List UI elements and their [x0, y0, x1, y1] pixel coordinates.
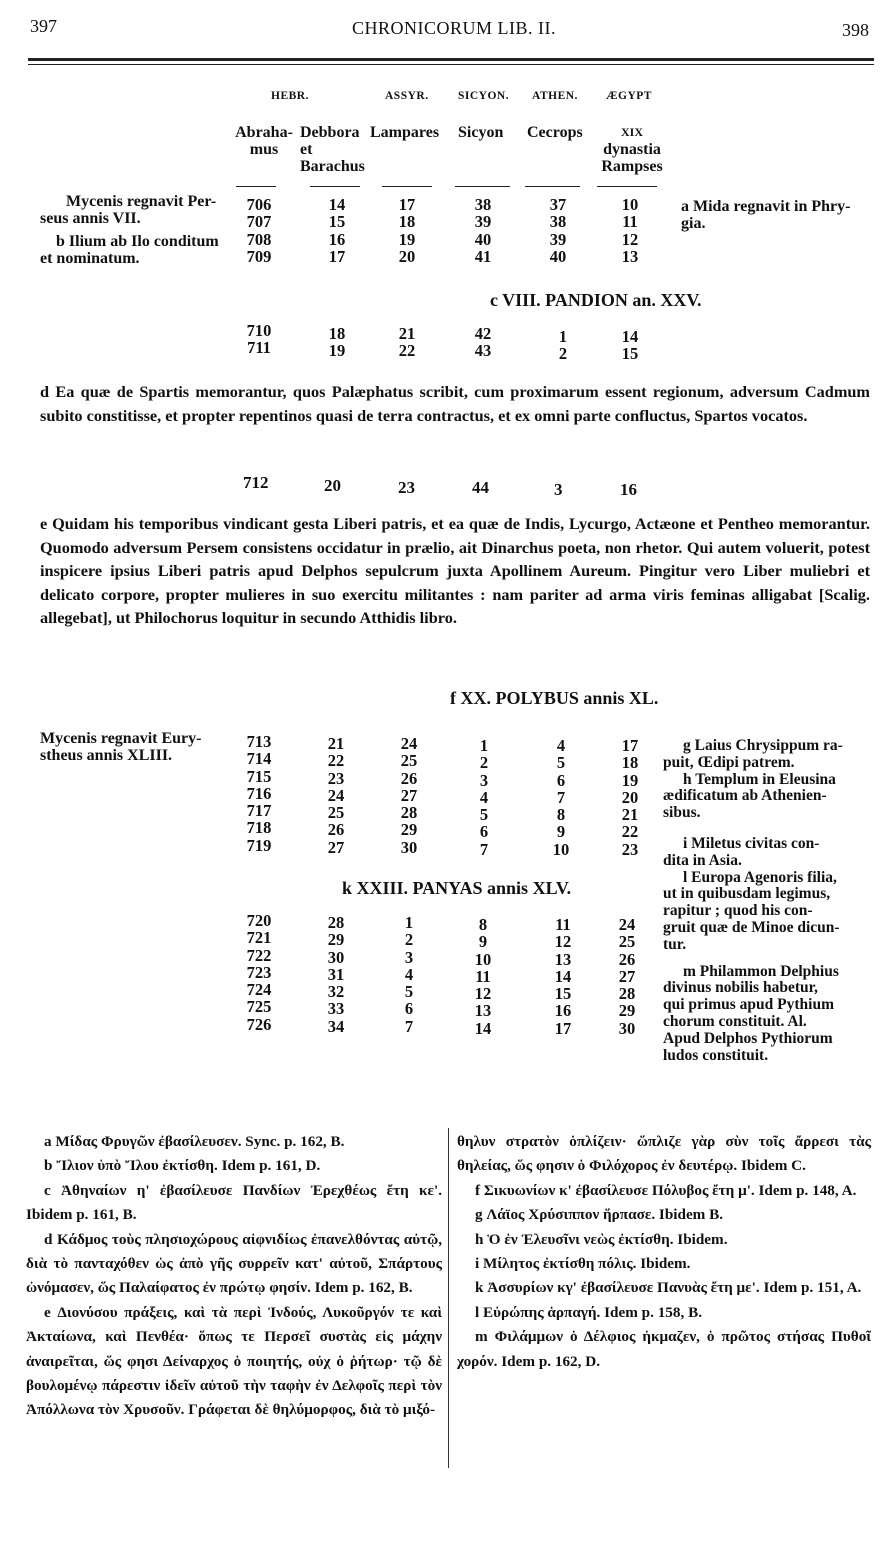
paragraph-e: e Quidam his temporibus vindicant gesta Liberi patris, et ea quæ de Indis, Lycurgo, Actæone et Pentheo memorantur. Quomodo adversum Persem consistens occidatur in prælio, ait Dinarchus poeta, non rhetor. Qui autem voluerit, potest inspicere ipsius Liberi patris apud Delphos sepulcrum juxta Apollinem Aureum. Pingitur vero Liber muliebri et delicato corpore, propter mulieres in suo exercitu militantes : nam pariter ad arma viris feminas alligabat [Scalig. allegebat], ut Philochorus loquitur in secundo Atthidis libro.: [40, 514, 870, 627]
greek-note-e: e Διονύσου πράξεις, καὶ τὰ περὶ Ἰνδούς, Λυκοῦργόν τε καὶ Ἀκταίωνα, καὶ Πενθέα· ὅπως τε Περσεῖ συστὰς εἰς μάχην ἀναιρεῖται, ὥς φησι Δείναρχος ὁ ποιητής, οὐχ ὁ ῥήτωρ· τῷ δὲ βουλομένῳ πάρεστιν ἰδεῖν αὐτοῦ τὴν ταφὴν ἐν Δελφοῖς περὶ τὸν Ἀπόλλωνα τὸν Χρυσοῦν. Γράφεται δὲ θηλύμορφος, διὰ τὸ μιξό-: [26, 1303, 442, 1419]
col-assyr: 28 29 30 31 32 33 34: [327, 913, 345, 1036]
greek-note-k: k Ἀσσυρίων κγ' ἐβασίλευσε Πανυὰς ἔτη με'. Idem p. 151, A.: [475, 1279, 862, 1297]
dynasty-assyr: Debbora et Barachus: [300, 124, 365, 175]
section-polybus: f XX. POLYBUS annis XL.: [450, 688, 659, 708]
header-rule: [28, 58, 874, 61]
col-assyr: 14 15 16 17: [328, 195, 346, 266]
greek-note-a: a Μίδας Φρυγῶν ἐβασίλευσεν. Sync. p. 162, B.: [44, 1133, 345, 1150]
col-hebr: 713 714 715 716 717 718 719: [246, 732, 272, 855]
col-aegypt: 10 11 12 13: [621, 195, 639, 266]
greek-note-g: g Λάϊος Χρύσιππον ἥρπασε. Ibidem B.: [475, 1206, 724, 1224]
section-pandion: c VIII. PANDION an. XXV.: [490, 290, 702, 310]
col-aegypt: 14 15: [621, 327, 639, 364]
greek-note-b: b Ἴλιον ὑπὸ Ἴλου ἐκτίσθη. Idem p. 161, D.: [44, 1157, 321, 1175]
col-athen: 11 12 13 14 15 16 17: [554, 915, 572, 1038]
cell-sicyon: 44: [472, 478, 489, 497]
col-athen: 4 5 6 7 8 9 10: [552, 736, 570, 859]
greek-note-c: c Ἀθηναίων η' ἐβασίλευσε Πανδίων Ἐρεχθέως ἔτη κε'. Ibidem p. 161, B.: [26, 1181, 442, 1224]
greek-note-h: h Ὁ ἐν Ἐλευσῖνι νεὼς ἐκτίσθη. Ibidem.: [475, 1230, 728, 1248]
cell-aegypt: 16: [620, 480, 637, 499]
col-aegypt: 24 25 26 27 28 29 30: [618, 915, 636, 1038]
col-lampares: 24 25 26 27 28 29 30: [400, 734, 418, 857]
column-header-aegypt: ÆGYPT: [606, 90, 652, 102]
col-hebr: 710 711: [246, 321, 272, 358]
col-athen: 37 38 39 40: [549, 195, 567, 266]
col-lampares: 21 22: [398, 324, 416, 361]
greek-note-d: d Κάδμος τοὺς πλησιοχώρους αἰφνιδίως ἐπανελθόντας αὐτῷ, διὰ τὸ πανταχόθεν ὡς ἀπὸ γῆς συρρεῖν κατ' αὐτοῦ, Σπάρτους ὠνόμασεν, ὥς Παλαίφατος ἐν πρώτῳ φησίν. Idem p. 162, B.: [26, 1230, 442, 1297]
running-title: CHRONICORUM LIB. II.: [352, 18, 557, 38]
col-sicyon: 42 43: [474, 324, 492, 361]
column-rule: [236, 186, 276, 187]
right-note-mida: a Mida regnavit in Phry- gia.: [681, 198, 851, 232]
greek-note-l: l Εὐρώπης ἁρπαγή. Idem p. 158, B.: [475, 1303, 703, 1321]
left-note-perseus: Mycenis regnavit Per- seus annis VII. b Ilium ab Ilo conditum et nominatum.: [40, 193, 219, 267]
col-hebr: 720 721 722 723 724 725 726: [246, 911, 272, 1034]
greek-notes-left: [26, 1130, 442, 1423]
col-assyr: 18 19: [328, 324, 346, 361]
dynasty-sicyon: Sicyon: [458, 124, 504, 141]
page-number-right: 398: [842, 20, 869, 40]
column-header-hebr: HEBR.: [271, 90, 309, 102]
col-lampares: 17 18 19 20: [398, 195, 416, 266]
column-header-assyr: ASSYR.: [385, 90, 429, 102]
greek-note-f: f Σικυωνίων κ' ἐβασίλευσε Πόλυβος ἔτη μ'. Idem p. 148, A.: [475, 1181, 857, 1199]
dynasty-cecrops: Cecrops: [527, 124, 583, 141]
cell-lampares: 23: [398, 478, 415, 497]
column-rule: [525, 186, 580, 187]
dynasty-lampares: Lampares: [370, 124, 440, 141]
col-athen: 1 2: [558, 327, 568, 364]
dynasty-aegypt: XIX dynastia Rampses: [601, 125, 663, 175]
header-rule-thin: [28, 64, 874, 65]
cell-hebr: 712: [243, 473, 269, 492]
paragraph-d: d Ea quæ de Spartis memorantur, quos Palæphatus scribit, cum proximarum essent regionum, adversum Cadmum subito constitisse, et propter repentinos quasi de terra contractus, et ex omni parte confluctus, Spartos vocatos.: [40, 382, 870, 425]
col-sicyon: 1 2 3 4 5 6 7: [479, 736, 489, 859]
section-panyas: k XXIII. PANYAS annis XLV.: [342, 878, 572, 898]
cell-athen: 3: [554, 480, 563, 499]
right-notes-lower: g Laius Chrysippum ra- puit, Œdipi patrem. h Templum in Eleusina ædificatum ab Athenien- sibus. i Miletus civitas con- dita in Asia. l Europa Agenoris filia, ut in quibusdam legimus, rapitur ; quod his con- gruit quæ de Minoe dicun- tur. m Philammon Delphius divinus nobilis habetur, qui primus apud Pythium chorum constituit. Al. Apud Delphos Pythiorum ludos constituit.: [663, 737, 843, 1064]
greek-note-e-cont: θηλυν στρατὸν ὁπλίζειν· ὥπλιζε γὰρ σὺν τοῖς ἄρρεσι τὰς θηλείας, ὥς φησιν ὁ Φιλόχορος ἐν δευτέρῳ. Ibidem C.: [457, 1133, 871, 1175]
column-rule: [597, 186, 657, 187]
col-sicyon: 8 9 10 11 12 13 14: [474, 915, 492, 1038]
column-header-athen: ATHEN.: [532, 90, 578, 102]
column-divider: [448, 1128, 449, 1468]
page-number-left: 397: [30, 16, 57, 36]
greek-note-i: i Μίλητος ἐκτίσθη πόλις. Ibidem.: [475, 1255, 691, 1273]
dynasty-hebr: Abraha- mus: [235, 124, 293, 158]
col-assyr: 21 22 23 24 25 26 27: [327, 734, 345, 857]
col-aegypt: 17 18 19 20 21 22 23: [621, 736, 639, 859]
column-rule: [382, 186, 432, 187]
greek-note-m: m Φιλάμμων ὁ Δέλφιος ἠκμαζεν, ὁ πρῶτος στήσας Πυθοῖ χορόν. Idem p. 162, D.: [457, 1328, 871, 1370]
greek-notes-right: [457, 1130, 871, 1374]
cell-assyr: 20: [324, 476, 341, 495]
column-rule: [455, 186, 510, 187]
col-lampares: 1 2 3 4 5 6 7: [404, 913, 414, 1036]
col-sicyon: 38 39 40 41: [474, 195, 492, 266]
column-rule: [310, 186, 360, 187]
left-note-eurystheus: Mycenis regnavit Eury- stheus annis XLIII.: [40, 730, 202, 764]
col-hebr: 706 707 708 709: [246, 195, 272, 266]
column-header-sicyon: SICYON.: [458, 90, 510, 102]
